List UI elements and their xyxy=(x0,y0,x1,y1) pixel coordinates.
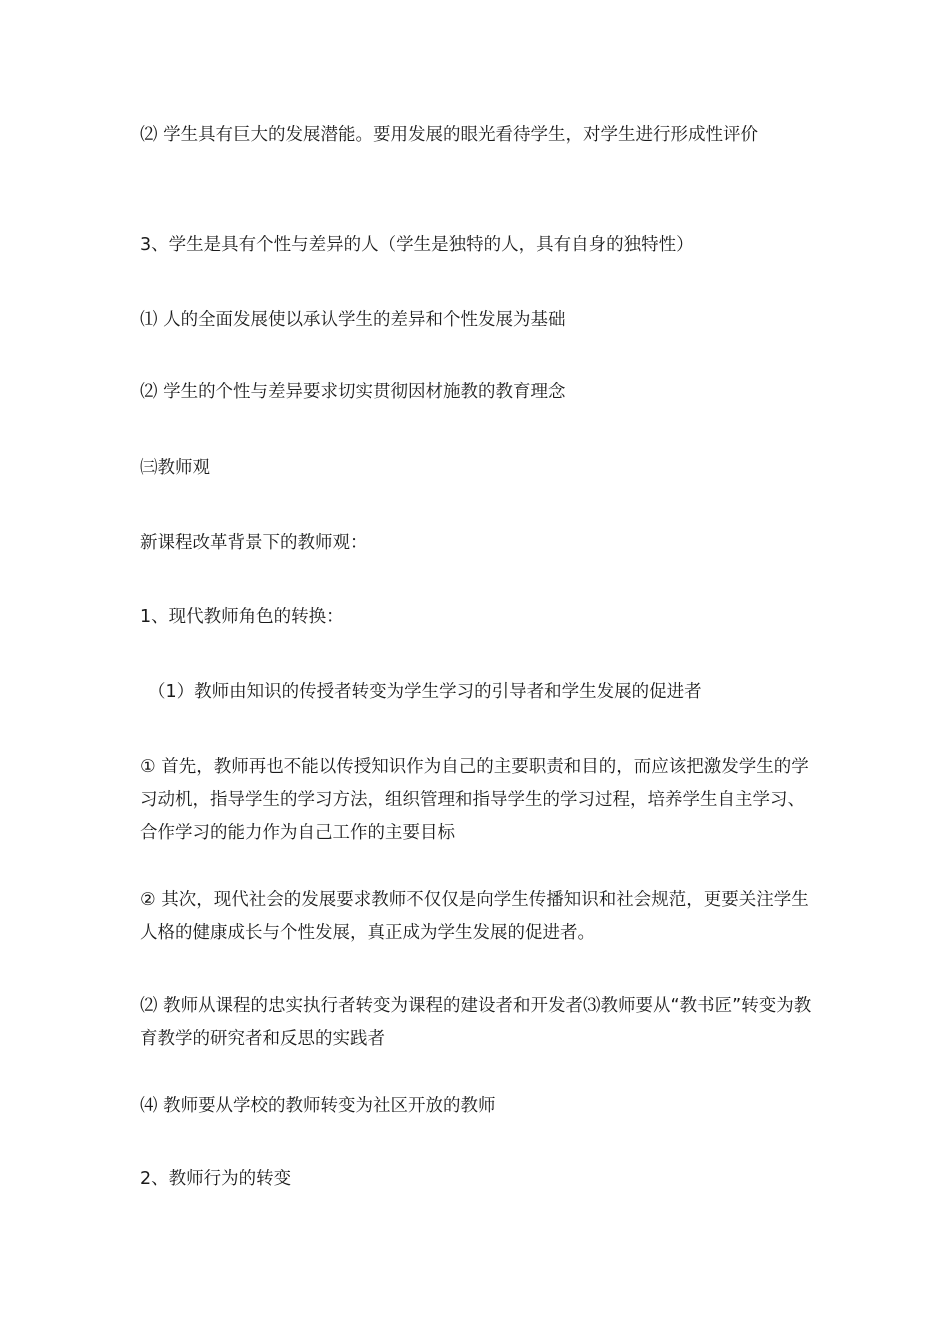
paragraph-role-guide: （1）教师由知识的传授者转变为学生学习的引导者和学生发展的促进者 xyxy=(148,682,702,702)
paragraph-potential: ⑵ 学生具有巨大的发展潜能。要用发展的眼光看待学生，对学生进行形成性评价 xyxy=(140,125,759,145)
paragraph-individuality-heading: 3、学生是具有个性与差异的人（学生是独特的人，具有自身的独特性） xyxy=(140,235,694,255)
paragraph-all-round-development: ⑴ 人的全面发展使以承认学生的差异和个性发展为基础 xyxy=(140,310,566,330)
paragraph-second: ② 其次，现代社会的发展要求教师不仅仅是向学生传播知识和社会规范，更要关注学生人格的健康成长与个性发展，真正成为学生发展的促进者。 xyxy=(140,890,809,943)
paragraph-first: ① 首先，教师再也不能以传授知识作为自己的主要职责和目的，而应该把激发学生的学习动机，指导学生的学习方法，组织管理和指导学生的学习过程，培养学生自主学习、合作学习的能力作为自己工作的主要目标 xyxy=(140,757,809,843)
paragraph-role-change-heading: 1、现代教师角色的转换： xyxy=(140,607,344,627)
paragraph-behavior-change-heading: 2、教师行为的转变 xyxy=(140,1169,292,1189)
paragraph-community-teacher: ⑷ 教师要从学校的教师转变为社区开放的教师 xyxy=(140,1096,496,1116)
paragraph-new-curriculum-intro: 新课程改革背景下的教师观： xyxy=(140,533,368,553)
section-heading-teacher-view: ㈢教师观 xyxy=(140,458,210,478)
paragraph-teach-by-aptitude: ⑵ 学生的个性与差异要求切实贯彻因材施教的教育理念 xyxy=(140,382,566,402)
paragraph-curriculum-builder: ⑵ 教师从课程的忠实执行者转变为课程的建设者和开发者⑶教师要从“教书匠”转变为教育教学的研究者和反思的实践者 xyxy=(140,996,812,1049)
